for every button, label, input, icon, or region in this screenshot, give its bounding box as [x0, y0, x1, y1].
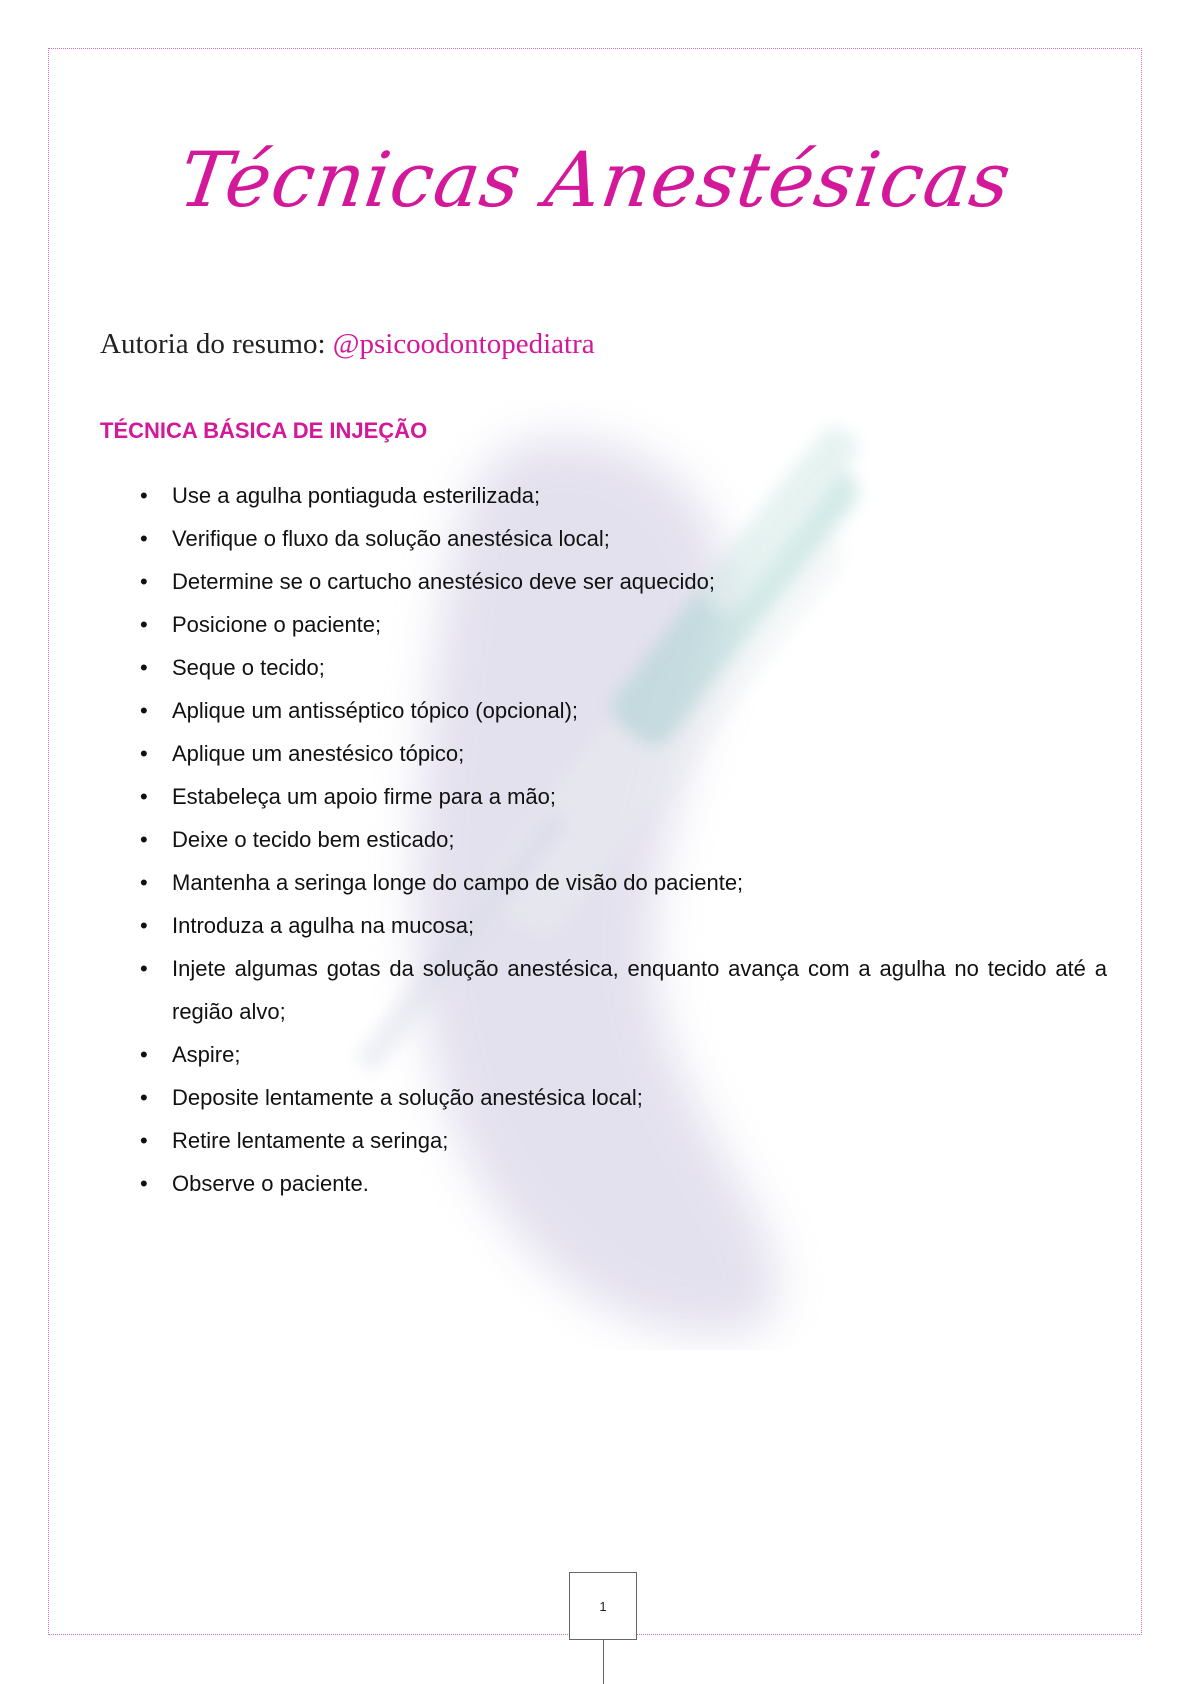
list-item: [140, 732, 1107, 775]
list-item-text: Injete algumas gotas da solução anestésica, enquanto avança com a agulha no tecido até a região alvo;: [172, 956, 1107, 1024]
list-item-text: Posicione o paciente;: [172, 612, 382, 637]
bullet-icon: •: [140, 784, 148, 809]
list-item: [140, 775, 1107, 818]
authorship-handle: @psicoodontopediatra: [332, 328, 595, 360]
list-item-text: Deixe o tecido bem esticado;: [172, 827, 455, 852]
list-item-text: Aspire;: [172, 1042, 241, 1067]
bullet-icon: •: [140, 827, 148, 852]
steps-list: [140, 474, 1107, 1205]
list-item-text: Verifique o fluxo da solução anestésica local;: [172, 526, 610, 551]
list-item: [140, 603, 1107, 646]
list-item-text: Aplique um anestésico tópico;: [172, 741, 465, 766]
list-item: [140, 947, 1107, 1033]
list-item-text: Introduza a agulha na mucosa;: [172, 913, 475, 938]
list-item: [140, 1033, 1107, 1076]
bullet-icon: •: [140, 569, 148, 594]
authorship-line: [100, 328, 595, 361]
list-item-text: Seque o tecido;: [172, 655, 325, 680]
list-item-text: Use a agulha pontiaguda esterilizada;: [172, 483, 541, 508]
list-item: [140, 474, 1107, 517]
list-item: [140, 1076, 1107, 1119]
list-item: [140, 861, 1107, 904]
list-item: [140, 1119, 1107, 1162]
bullet-icon: •: [140, 741, 148, 766]
list-item: [140, 818, 1107, 861]
bullet-icon: •: [140, 1128, 148, 1153]
bullet-icon: •: [140, 1171, 148, 1196]
bullet-icon: •: [140, 956, 148, 981]
list-item: [140, 904, 1107, 947]
list-item-text: Deposite lentamente a solução anestésica local;: [172, 1085, 643, 1110]
list-item: [140, 517, 1107, 560]
list-item-text: Estabeleça um apoio firme para a mão;: [172, 784, 556, 809]
authorship-label: Autoria do resumo:: [100, 328, 333, 360]
bullet-icon: •: [140, 483, 148, 508]
list-item-text: Observe o paciente.: [172, 1171, 369, 1196]
bullet-icon: •: [140, 526, 148, 551]
page-number-stem: [603, 1640, 604, 1684]
bullet-icon: •: [140, 913, 148, 938]
list-item: [140, 560, 1107, 603]
list-item: [140, 1162, 1107, 1205]
list-item-text: Retire lentamente a seringa;: [172, 1128, 449, 1153]
document-title: Técnicas Anestésicas: [174, 135, 1017, 224]
bullet-icon: •: [140, 698, 148, 723]
list-item-text: Determine se o cartucho anestésico deve ser aquecido;: [172, 569, 715, 594]
bullet-icon: •: [140, 655, 148, 680]
bullet-icon: •: [140, 612, 148, 637]
bullet-icon: •: [140, 1042, 148, 1067]
list-item-text: Aplique um antisséptico tópico (opcional);: [172, 698, 579, 723]
section-heading: TÉCNICA BÁSICA DE INJEÇÃO: [100, 418, 428, 443]
list-item: [140, 689, 1107, 732]
page-number: 1: [569, 1572, 637, 1640]
bullet-icon: •: [140, 1085, 148, 1110]
list-item: [140, 646, 1107, 689]
list-item-text: Mantenha a seringa longe do campo de visão do paciente;: [172, 870, 744, 895]
bullet-icon: •: [140, 870, 148, 895]
